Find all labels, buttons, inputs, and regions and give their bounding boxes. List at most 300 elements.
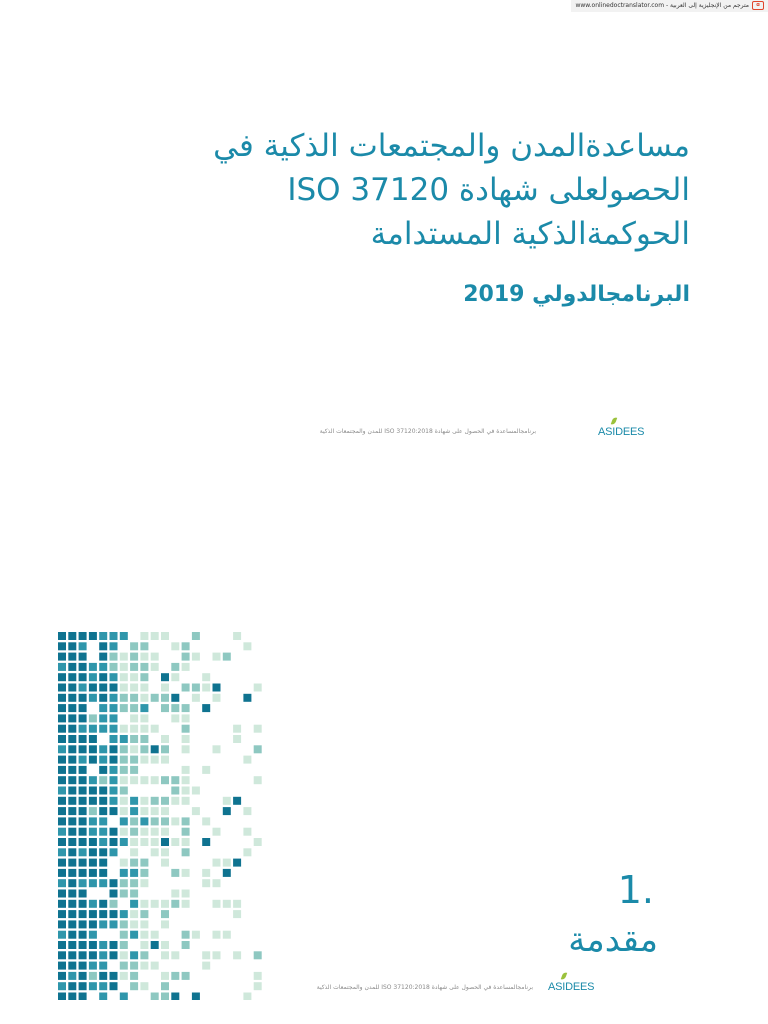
mosaic-tile <box>182 735 190 743</box>
mosaic-tile <box>192 684 200 692</box>
mosaic-tile <box>120 735 128 743</box>
mosaic-tile <box>202 684 210 692</box>
mosaic-tile <box>58 890 66 898</box>
mosaic-tile <box>213 684 221 692</box>
mosaic-tile <box>99 941 107 949</box>
mosaic-tile <box>182 931 190 939</box>
brand-logo <box>548 981 594 993</box>
mosaic-tile <box>130 869 138 877</box>
mosaic-tile <box>171 663 179 671</box>
mosaic-tile <box>79 910 87 918</box>
mosaic-tile <box>99 900 107 908</box>
mosaic-tile <box>68 920 76 928</box>
mosaic-tile <box>120 993 128 1001</box>
mosaic-tile <box>99 663 107 671</box>
mosaic-tile <box>140 745 148 753</box>
mosaic-tile <box>182 704 190 712</box>
mosaic-tile <box>151 817 159 825</box>
mosaic-tile <box>151 797 159 805</box>
mosaic-tile <box>140 900 148 908</box>
mosaic-tile <box>120 787 128 795</box>
mosaic-tile <box>68 632 76 640</box>
mosaic-tile <box>58 869 66 877</box>
mosaic-tile <box>68 962 76 970</box>
mosaic-tile <box>120 653 128 661</box>
mosaic-tile <box>99 920 107 928</box>
mosaic-tile <box>233 797 241 805</box>
mosaic-tile <box>79 642 87 650</box>
mosaic-tile <box>182 642 190 650</box>
mosaic-tile <box>161 745 169 753</box>
mosaic-tile <box>89 879 97 887</box>
mosaic-tile <box>120 694 128 702</box>
mosaic-tile <box>58 807 66 815</box>
mosaic-tile <box>233 735 241 743</box>
mosaic-tile <box>79 951 87 959</box>
mosaic-tile <box>161 828 169 836</box>
mosaic-tile <box>99 797 107 805</box>
mosaic-tile <box>89 910 97 918</box>
mosaic-tile <box>254 745 262 753</box>
mosaic-tile <box>202 817 210 825</box>
mosaic-tile <box>130 817 138 825</box>
mosaic-tile <box>110 838 118 846</box>
mosaic-tile <box>110 797 118 805</box>
mosaic-tile <box>171 704 179 712</box>
mosaic-tile <box>223 869 231 877</box>
mosaic-tile <box>171 838 179 846</box>
mosaic-tile <box>161 910 169 918</box>
mosaic-tile <box>89 982 97 990</box>
mosaic-tile <box>99 993 107 1001</box>
mosaic-tile <box>130 642 138 650</box>
mosaic-tile <box>110 632 118 640</box>
mosaic-tile <box>213 931 221 939</box>
mosaic-tile <box>202 766 210 774</box>
mosaic-tile <box>58 941 66 949</box>
mosaic-tile <box>110 673 118 681</box>
mosaic-tile <box>182 653 190 661</box>
mosaic-tile <box>58 745 66 753</box>
mosaic-tile <box>120 951 128 959</box>
mosaic-tile <box>161 797 169 805</box>
mosaic-tile <box>79 962 87 970</box>
mosaic-tile <box>120 807 128 815</box>
mosaic-tile <box>182 941 190 949</box>
mosaic-tile <box>130 972 138 980</box>
mosaic-tile <box>151 900 159 908</box>
mosaic-tile <box>120 684 128 692</box>
mosaic-tile <box>68 776 76 784</box>
mosaic-tile <box>79 684 87 692</box>
mosaic-tile <box>182 972 190 980</box>
mosaic-tile <box>161 972 169 980</box>
leaf-icon <box>561 972 567 981</box>
topbar-text: www.onlinedoctranslator.com - مترجم من الإنجليزية إلى العربية <box>575 2 749 9</box>
mosaic-tile <box>130 900 138 908</box>
mosaic-tile <box>120 941 128 949</box>
mosaic-tile <box>68 848 76 856</box>
mosaic-tile <box>58 859 66 867</box>
mosaic-tile <box>89 684 97 692</box>
mosaic-tile <box>58 910 66 918</box>
mosaic-tile <box>140 859 148 867</box>
mosaic-tile <box>130 735 138 743</box>
mosaic-tile <box>99 673 107 681</box>
mosaic-tile <box>130 745 138 753</box>
mosaic-tile <box>254 684 262 692</box>
mosaic-tile <box>130 920 138 928</box>
mosaic-tile <box>68 766 76 774</box>
mosaic-tile <box>89 900 97 908</box>
mosaic-tile <box>140 807 148 815</box>
mosaic-tile <box>171 817 179 825</box>
mosaic-tile <box>58 663 66 671</box>
mosaic-tile <box>254 951 262 959</box>
mosaic-tile <box>130 673 138 681</box>
mosaic-tile <box>233 951 241 959</box>
mosaic-tile <box>243 642 251 650</box>
mosaic-tile <box>161 673 169 681</box>
mosaic-tile <box>161 982 169 990</box>
mosaic-tile <box>68 993 76 1001</box>
mosaic-tile <box>140 869 148 877</box>
mosaic-tile <box>213 828 221 836</box>
mosaic-tile <box>254 982 262 990</box>
mosaic-tile <box>182 776 190 784</box>
cover-title-line: مساعدةالمدن والمجتمعات الذكية في <box>213 128 690 164</box>
mosaic-tile <box>120 745 128 753</box>
mosaic-tile <box>99 828 107 836</box>
mosaic-tile <box>68 663 76 671</box>
mosaic-tile <box>130 962 138 970</box>
mosaic-tile <box>99 848 107 856</box>
mosaic-tile <box>110 951 118 959</box>
mosaic-tile <box>161 920 169 928</box>
mosaic-tile <box>110 642 118 650</box>
mosaic-tile <box>68 807 76 815</box>
mosaic-tile <box>161 756 169 764</box>
mosaic-tile <box>89 859 97 867</box>
mosaic-tile <box>151 993 159 1001</box>
mosaic-tile <box>68 642 76 650</box>
mosaic-tile <box>58 632 66 640</box>
mosaic-tile <box>182 725 190 733</box>
mosaic-tile <box>161 817 169 825</box>
mosaic-tile <box>68 828 76 836</box>
mosaic-tile <box>161 859 169 867</box>
mosaic-tile <box>110 663 118 671</box>
leaf-icon <box>611 417 617 426</box>
mosaic-tile <box>192 694 200 702</box>
mosaic-tile <box>58 766 66 774</box>
mosaic-tile <box>130 663 138 671</box>
mosaic-tile <box>171 694 179 702</box>
mosaic-tile <box>151 632 159 640</box>
mosaic-tile <box>151 807 159 815</box>
mosaic-tile <box>202 673 210 681</box>
mosaic-tile <box>110 982 118 990</box>
mosaic-tile <box>99 951 107 959</box>
mosaic-tile <box>223 807 231 815</box>
mosaic-tile <box>79 745 87 753</box>
mosaic-tile <box>89 951 97 959</box>
mosaic-tile <box>130 879 138 887</box>
mosaic-tile <box>89 663 97 671</box>
mosaic-tile <box>192 787 200 795</box>
mosaic-tile <box>140 962 148 970</box>
mosaic-tile <box>213 951 221 959</box>
mosaic-tile <box>89 931 97 939</box>
mosaic-tile <box>182 787 190 795</box>
translator-banner[interactable] <box>571 0 768 12</box>
mosaic-tile <box>68 859 76 867</box>
mosaic-tile <box>120 663 128 671</box>
mosaic-tile <box>110 920 118 928</box>
mosaic-tile <box>213 859 221 867</box>
mosaic-tile <box>192 931 200 939</box>
mosaic-tile <box>58 920 66 928</box>
mosaic-tile <box>110 787 118 795</box>
mosaic-tile <box>161 838 169 846</box>
mosaic-tile <box>99 817 107 825</box>
mosaic-tile <box>140 735 148 743</box>
mosaic-tile <box>161 807 169 815</box>
mosaic-tile <box>130 704 138 712</box>
mosaic-tile <box>140 673 148 681</box>
cover-title-line: الحصولعلى شهادة ISO 37120 <box>287 172 690 208</box>
mosaic-tile <box>120 962 128 970</box>
mosaic-tile <box>68 890 76 898</box>
mosaic-tile <box>223 859 231 867</box>
mosaic-tile <box>68 714 76 722</box>
translator-logo-icon: ɑ <box>752 1 764 10</box>
mosaic-tile <box>110 735 118 743</box>
mosaic-tile <box>120 890 128 898</box>
mosaic-tile <box>140 632 148 640</box>
mosaic-tile <box>161 900 169 908</box>
mosaic-tile <box>120 859 128 867</box>
mosaic-tile <box>161 735 169 743</box>
mosaic-tile <box>58 653 66 661</box>
mosaic-tile <box>161 993 169 1001</box>
mosaic-tile <box>110 900 118 908</box>
mosaic-tile <box>120 838 128 846</box>
mosaic-tile <box>213 900 221 908</box>
mosaic-tile <box>254 972 262 980</box>
mosaic-tile <box>243 828 251 836</box>
mosaic-tile <box>140 817 148 825</box>
mosaic-tile <box>161 776 169 784</box>
mosaic-tile <box>140 838 148 846</box>
mosaic-tile <box>130 797 138 805</box>
mosaic-tile <box>110 910 118 918</box>
mosaic-tile <box>89 714 97 722</box>
mosaic-tile <box>161 951 169 959</box>
mosaic-tile <box>68 951 76 959</box>
mosaic-tile <box>192 993 200 1001</box>
mosaic-tile <box>223 653 231 661</box>
mosaic-tile <box>58 684 66 692</box>
mosaic-tile <box>110 941 118 949</box>
mosaic-tile <box>182 838 190 846</box>
mosaic-tile <box>243 848 251 856</box>
mosaic-tile <box>171 642 179 650</box>
mosaic-tile <box>68 694 76 702</box>
mosaic-tile <box>58 879 66 887</box>
mosaic-tile <box>130 982 138 990</box>
mosaic-tile <box>151 776 159 784</box>
mosaic-tile <box>89 756 97 764</box>
mosaic-tile <box>58 951 66 959</box>
mosaic-tile <box>79 807 87 815</box>
mosaic-tile <box>68 931 76 939</box>
mosaic-tile <box>58 900 66 908</box>
mosaic-tile <box>89 745 97 753</box>
mosaic-tile <box>140 704 148 712</box>
mosaic-tile <box>182 817 190 825</box>
mosaic-tile <box>89 972 97 980</box>
mosaic-tile <box>120 920 128 928</box>
mosaic-tile <box>99 745 107 753</box>
mosaic-tile <box>99 807 107 815</box>
mosaic-tile <box>182 869 190 877</box>
mosaic-tile <box>182 828 190 836</box>
section-title: مقدمة <box>568 920 658 960</box>
mosaic-tile <box>130 859 138 867</box>
mosaic-tile <box>140 756 148 764</box>
mosaic-tile <box>243 694 251 702</box>
mosaic-tile <box>68 910 76 918</box>
mosaic-tile <box>79 776 87 784</box>
mosaic-tile <box>171 993 179 1001</box>
mosaic-tile <box>89 776 97 784</box>
mosaic-tile <box>151 694 159 702</box>
mosaic-tile <box>110 776 118 784</box>
mosaic-tile <box>99 962 107 970</box>
mosaic-tile <box>99 879 107 887</box>
mosaic-tile <box>254 838 262 846</box>
mosaic-tile <box>79 787 87 795</box>
mosaic-tile <box>68 869 76 877</box>
mosaic-tile <box>68 704 76 712</box>
mosaic-tile <box>58 735 66 743</box>
mosaic-tile <box>151 848 159 856</box>
mosaic-tile <box>151 745 159 753</box>
mosaic-tile <box>130 951 138 959</box>
mosaic-tile <box>68 900 76 908</box>
mosaic-tile <box>140 982 148 990</box>
mosaic-tile <box>110 694 118 702</box>
mosaic-tile <box>89 920 97 928</box>
mosaic-tile <box>110 972 118 980</box>
mosaic-tile <box>140 725 148 733</box>
mosaic-tile <box>110 766 118 774</box>
mosaic-tile <box>213 745 221 753</box>
mosaic-tile <box>110 745 118 753</box>
mosaic-tile <box>68 735 76 743</box>
mosaic-tile <box>151 962 159 970</box>
mosaic-tile <box>58 797 66 805</box>
mosaic-tile <box>120 797 128 805</box>
brand-name: ASIDEES <box>598 426 645 438</box>
mosaic-tile <box>58 972 66 980</box>
mosaic-tile <box>79 982 87 990</box>
mosaic-tile <box>140 920 148 928</box>
mosaic-tile <box>79 704 87 712</box>
cover-title-line: الحوكمةالذكية المستدامة <box>370 216 690 252</box>
mosaic-tile <box>68 725 76 733</box>
mosaic-tile <box>171 776 179 784</box>
mosaic-tile <box>68 797 76 805</box>
mosaic-tile <box>79 869 87 877</box>
mosaic-tile <box>130 931 138 939</box>
mosaic-tile <box>68 838 76 846</box>
mosaic-tile <box>79 663 87 671</box>
mosaic-tile <box>120 756 128 764</box>
mosaic-tile <box>79 817 87 825</box>
cover-subtitle: البرنامجالدولي 2019 <box>463 282 690 307</box>
mosaic-tile <box>58 828 66 836</box>
mosaic-tile <box>89 807 97 815</box>
mosaic-tile <box>140 941 148 949</box>
mosaic-tile <box>130 725 138 733</box>
mosaic-tile <box>233 725 241 733</box>
mosaic-tile <box>68 684 76 692</box>
mosaic-tile <box>99 714 107 722</box>
mosaic-tile <box>58 704 66 712</box>
mosaic-tile <box>58 838 66 846</box>
mosaic-tile <box>110 807 118 815</box>
mosaic-tile <box>171 972 179 980</box>
mosaic-tile <box>202 879 210 887</box>
mosaic-tile <box>99 838 107 846</box>
mosaic-tile <box>99 642 107 650</box>
mosaic-tile <box>58 694 66 702</box>
mosaic-tile <box>171 714 179 722</box>
mosaic-tile <box>120 673 128 681</box>
mosaic-tile <box>68 673 76 681</box>
mosaic-tile <box>79 890 87 898</box>
mosaic-tile <box>79 673 87 681</box>
mosaic-tile <box>68 817 76 825</box>
mosaic-tile <box>79 859 87 867</box>
mosaic-tile <box>202 838 210 846</box>
mosaic-tile <box>110 704 118 712</box>
mosaic-tile <box>58 993 66 1001</box>
mosaic-tile <box>99 972 107 980</box>
mosaic-tile <box>110 684 118 692</box>
mosaic-tile <box>68 787 76 795</box>
mosaic-tile <box>151 725 159 733</box>
footer-caption: برنامجالمساعدة في الحصول على شهادة ISO 37120:2018 للمدن والمجتمعات الذكية <box>316 984 533 991</box>
mosaic-tile <box>130 766 138 774</box>
brand-name: ASIDEES <box>548 981 595 993</box>
mosaic-tile <box>140 663 148 671</box>
footer-caption: برنامجالمساعدة في الحصول على شهادة ISO 37120:2018 للمدن والمجتمعات الذكية <box>319 428 536 435</box>
mosaic-tile <box>223 900 231 908</box>
mosaic-tile <box>110 653 118 661</box>
mosaic-tile <box>161 941 169 949</box>
mosaic-tile <box>213 879 221 887</box>
mosaic-tile <box>140 776 148 784</box>
mosaic-tile <box>202 869 210 877</box>
mosaic-tile <box>89 828 97 836</box>
mosaic-tile <box>182 900 190 908</box>
mosaic-tile <box>233 910 241 918</box>
mosaic-tile <box>120 972 128 980</box>
mosaic-tile <box>79 900 87 908</box>
